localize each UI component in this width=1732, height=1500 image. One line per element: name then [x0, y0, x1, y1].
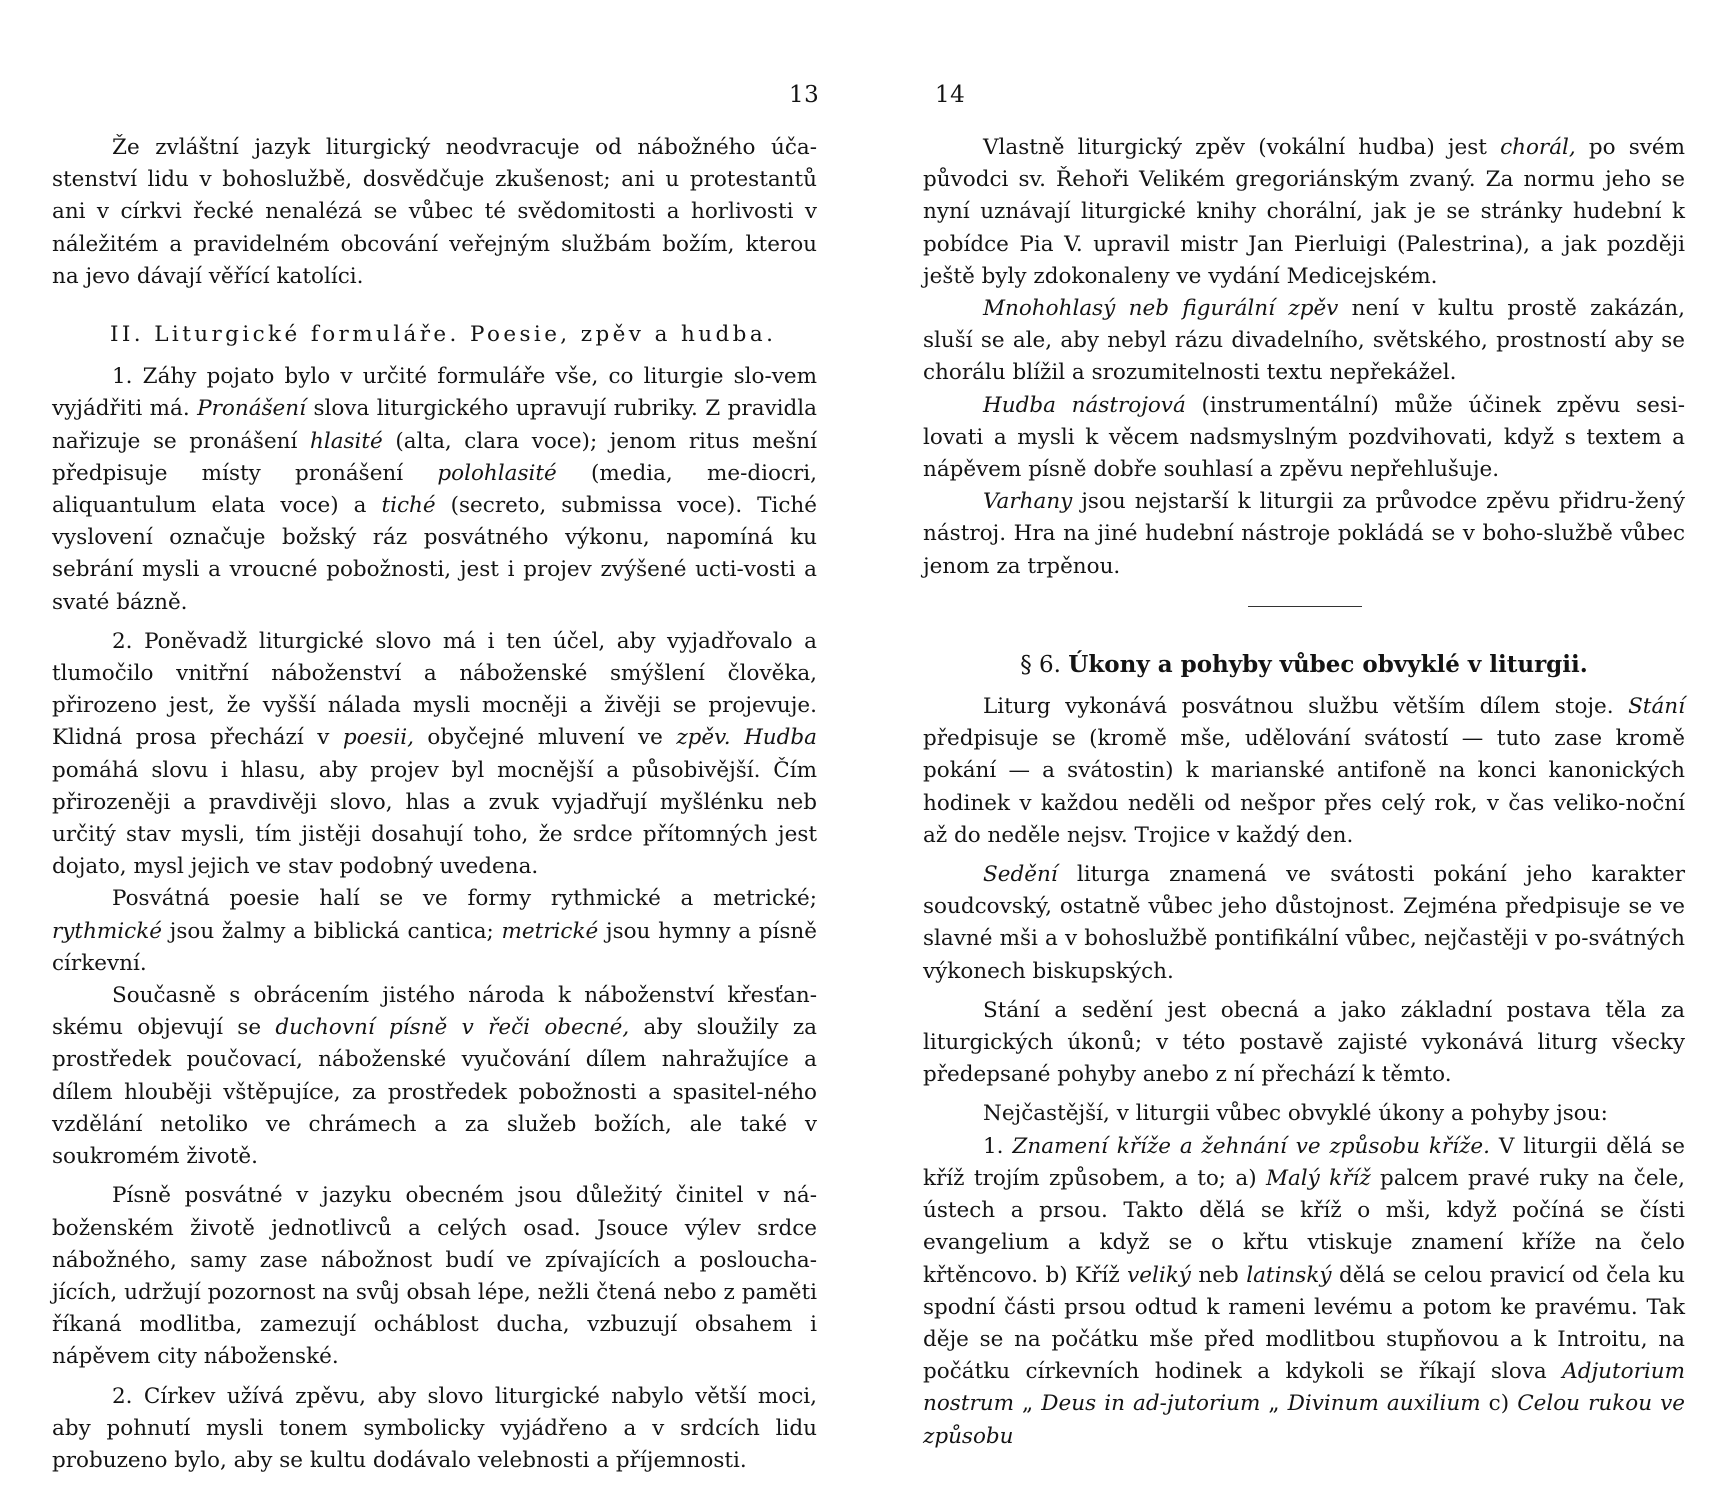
text: dělá se celou pravicí od čela ku spodní části prsou odtud k rameni levému a potom ke pravému. Tak děje se na počátku mše před modlitbou stupňovou a k Introitu, na počátku církevních hodinek a kdykoli se říkají slova — [923, 1262, 1685, 1385]
text: 1. — [983, 1133, 1013, 1159]
text: Liturg vykonává posvátnou službu větším dílem stoje. — [983, 694, 1629, 720]
emphasis: Mnohohlasý neb figurální zpěv — [983, 296, 1339, 322]
text: jsou žalmy a biblická cantica; — [161, 918, 502, 944]
emphasis: Deus in ad-jutorium — [1041, 1391, 1261, 1417]
text: V liturgii dělá se kříž trojím způsobem, a to; a) — [923, 1133, 1685, 1191]
emphasis: Divinum auxilium — [1287, 1391, 1481, 1417]
emphasis: Sedění — [983, 862, 1058, 888]
emphasis: hlasité — [309, 428, 383, 454]
emphasis: Pronášení — [197, 396, 306, 422]
section-title: Úkony a pohyby vůbec obvyklé v liturgii. — [1068, 650, 1588, 678]
emphasis: veliký — [1127, 1262, 1191, 1288]
emphasis: metrické — [501, 918, 599, 944]
text: pomáhá slovu i hlasu, aby projev byl mocnější a působivější. Čím přirozeněji a pravdivěji slovo, hlas a zvuk vyjadřují myšlénku neb určitý stav mysli, tím jistěji dosahují toho, že srdce přítomných jest dojato, mysl jejich ve stav podobný uvedena. — [52, 757, 817, 880]
section-heading-ii: II. Liturgické formuláře. Poesie, zpěv a hudba. — [110, 322, 777, 348]
text: (secreto, submissa voce). Tiché vyslovení označuje božský ráz posvátného výkonu, napomíná ku sebrání mysli a vroucné pobožnosti, jest i projev zvýšené ucti-vosti a svaté bázně. — [52, 493, 817, 615]
text: není v kultu prostě zakázán, sluší se ale, aby nebyl rázu divadelního, světského, prostností aby se chorálu blížil a srozumitelnosti textu nepřekážel. — [923, 296, 1685, 386]
emphasis: Adjutorium nostrum — [923, 1359, 1685, 1417]
emphasis: Znamení kříže a žehnání ve způsobu kříže. — [1012, 1133, 1490, 1159]
text: obyčejné mluvení ve — [413, 725, 677, 751]
text: 2. Poněvadž liturgické slovo má i ten účel, aby vyjadřovalo a tlumočilo vnitřní náboženství a náboženské smýšlení člověka, přirozeno jest, že vyšší nálada mysli mocněji a živěji se projevuje. Klidná prosa přechází v — [52, 628, 817, 751]
text: předpisuje se (kromě mše, udělování svátostí — tuto zase kromě pokání — a svátostin) k marianské antifoně na konci kanonických hodinek v každou neděli od nešpor přes celý rok, v čas veliko-noční až do neděle nejsv. Trojice v každý den. — [923, 726, 1685, 848]
text: liturga znamená ve svátosti pokání jeho karakter soudcovský, ostatně vůbec jeho důstojnost. Zejména předpisuje se ve slavné mši a v bohoslužbě pontifikální vůbec, nejčastěji v po-svátných výkonech biskupských. — [923, 862, 1685, 984]
right-text-block — [923, 132, 1685, 1453]
paragraph — [52, 980, 817, 1173]
page-number: 14 — [935, 82, 966, 108]
text: Vlastně liturgický zpěv (vokální hudba) jest — [983, 135, 1501, 160]
emphasis: Stání — [1628, 694, 1685, 720]
text: palcem pravé ruky na čele, ústech a prsou. Takto dělá se kříž o mši, když počíná se čísti evangelium a když se o křtu vtiskuje znamení kříže na čelo křtěncovo. b) Kříž — [923, 1165, 1686, 1288]
emphasis: tiché — [381, 493, 436, 519]
text: (instrumentální) může účinek zpěvu sesi-lovati a mysli k věcem nadsmyslným pozdvihovati, když s textem a nápěvem písně dobře souhlasí a zpěvu nepřehlušuje. — [923, 392, 1685, 483]
emphasis: poesii, — [342, 725, 414, 751]
rule-line — [1248, 606, 1362, 607]
emphasis: Hudba — [744, 725, 818, 751]
section-heading — [923, 649, 1685, 681]
right-page — [866, 0, 1732, 1500]
paragraph — [923, 859, 1685, 988]
text: (media, me-diocri, aliquantulum elata voce) a — [52, 460, 817, 519]
emphasis: latinský — [1246, 1262, 1332, 1288]
text: jsou nejstarší k liturgii za průvodce zpěvu přidru-žený nástroj. Hra na jiné hudební nástroje pokládá se v boho-službě vůbec jenom za trpěnou. — [923, 489, 1685, 579]
text: 1. Záhy pojato bylo v určité formuláře vše, co liturgie slo-vem vyjádřiti má. — [52, 364, 817, 422]
text: jsou hymny a písně církevní. — [52, 918, 817, 976]
text: neb — [1190, 1262, 1247, 1288]
paragraph: Že zvláštní jazyk liturgický neodvracuje od nábožného úča-stenství lidu v bohoslužbě, dosvědčuje zkušenost; ani u protestantů ani v církvi řecké nenalézá se vůbec té svědomitosti a horlivosti v náležitém a pravidelném obcování veřejným službám božím, kterou na jevo dávají věřící katolíci. — [52, 135, 817, 289]
separator-rule — [923, 591, 1685, 623]
text: „ — [1260, 1391, 1288, 1417]
page-number: 13 — [789, 82, 820, 108]
emphasis: polohlasité — [437, 460, 557, 486]
emphasis: chorál, — [1500, 135, 1576, 160]
paragraph — [52, 626, 817, 884]
paragraph: Nejčastější, v liturgii vůbec obvyklé úkony a pohyby jsou: — [983, 1101, 1608, 1127]
text: Posvátná poesie halí se ve formy rythmické a metrické; — [112, 886, 817, 912]
paragraph: 2. Církev užívá zpěvu, aby slovo liturgické nabylo větší moci, aby pohnutí mysli tonem symbolicky vyjádřeno a v srdcích lidu probuzeno bylo, aby se kultu dodávalo velebnosti a příjemnosti. — [52, 1383, 817, 1473]
paragraph — [923, 390, 1685, 487]
paragraph — [923, 132, 1685, 293]
text: po svém původci sv. Řehoři Velikém gregoriánským zvaný. Za normu jeho se nyní uznávají liturgické knihy chorální, jak je se stránky hudební k pobídce Pia V. upravil mistr Jan Pierluigi (Palestrina), a jak později ještě byly zdokonaleny ve vydání Medicejském. — [923, 135, 1686, 289]
paragraph — [923, 293, 1685, 390]
section-number: § 6. — [1020, 651, 1061, 678]
emphasis: Varhany — [983, 489, 1073, 515]
emphasis: Malý kříž — [1265, 1165, 1371, 1191]
left-text-block — [52, 132, 817, 1477]
emphasis: Celou rukou ve způsobu — [923, 1391, 1685, 1449]
paragraph: Písně posvátné v jazyku obecném jsou důležitý činitel v ná-boženském životě jednotlivců a celých osad. Jsouce výlev srdce nábožného, samy zase nábožnost budí ve zpívajících a posloucha-jících, udržují pozornost na svůj obsah lépe, nežli čtená nebo z paměti říkaná modlitba, zamezují ocháblost ducha, vzbuzují obsahem i nápěvem city náboženské. — [52, 1183, 817, 1370]
emphasis: zpěv. — [676, 725, 731, 751]
text: „ — [1013, 1391, 1042, 1417]
paragraph: Stání a sedění jest obecná a jako základní postava těla za liturgických úkonů; v této postavě zajisté vykonává liturg všecky předepsané pohyby anebo z ní přechází k těmto. — [923, 997, 1685, 1088]
paragraph — [923, 486, 1685, 583]
emphasis: rythmické — [52, 918, 162, 944]
text: aby sloužily za prostředek poučovací, náboženské vyučování dílem nahražujíce a dílem hlouběji vštěpujíce, za prostředek pobožnosti a spasitel-ného vzdělání netoliko ve chrámech a za služeb božích, ale také v soukromém životě. — [52, 1015, 817, 1170]
paragraph — [52, 361, 817, 619]
paragraph — [52, 883, 817, 980]
paragraph — [923, 691, 1685, 852]
text: Současně s obrácením jistého národa k náboženství křesťan-skému objevují se — [52, 983, 817, 1041]
emphasis: Hudba nástrojová — [983, 392, 1186, 418]
paragraph — [923, 1131, 1685, 1453]
text: c) — [1480, 1391, 1518, 1417]
text — [731, 725, 745, 750]
text: (alta, clara voce); jenom ritus mešní předpisuje místy pronášení — [52, 428, 817, 486]
emphasis: duchovní písně v řeči obecné, — [275, 1015, 630, 1041]
text: slova liturgického upravují rubriky. Z pravidla nařizuje se pronášení — [52, 396, 817, 454]
